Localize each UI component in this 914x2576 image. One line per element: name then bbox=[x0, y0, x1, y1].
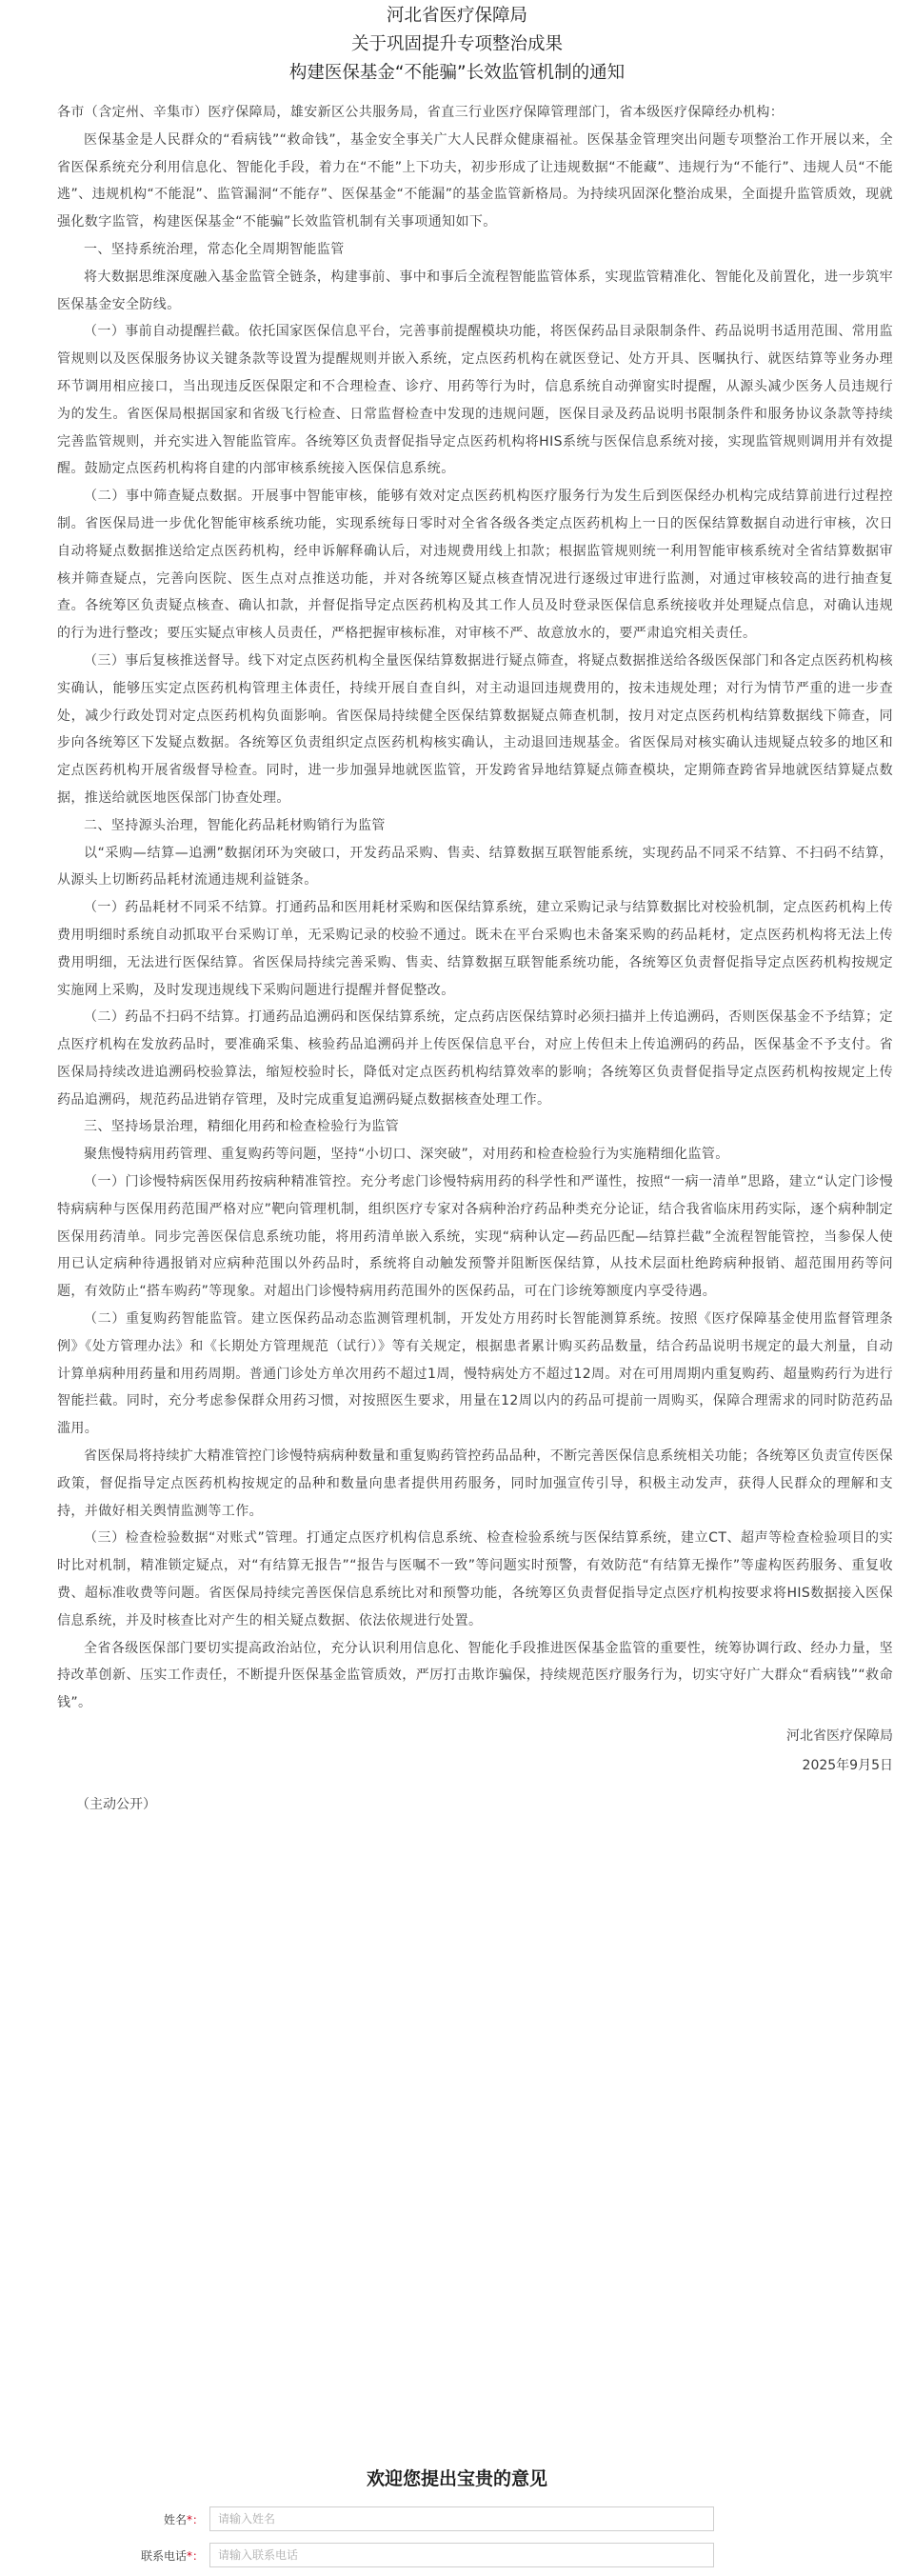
closing-paragraph: 全省各级医保部门要切实提高政治站位，充分认识利用信息化、智能化手段推进医保基金监管的重要性，统筹协调行政、经办力量，坚持改革创新、压实工作责任，不断提升医保基金监管质效，严厉打击欺诈骗保，持续规范医疗服务行为，切实守好广大群众“看病钱”“救命钱”。 bbox=[57, 1640, 893, 1711]
phone-row bbox=[0, 2543, 914, 2567]
phone-label bbox=[0, 2547, 209, 2564]
signature-org: 河北省医疗保障局 bbox=[786, 1728, 893, 1745]
salutation: 各市（含定州、辛集市）医疗保障局，雄安新区公共服务局，省直三行业医疗保障管理部门，省本级医疗保障经办机构： bbox=[57, 105, 785, 120]
title-line-2: 构建医保基金“不能骗”长效监管机制的通知 bbox=[288, 63, 626, 83]
section-heading-1: 一、坚持系统治理，常态化全周期智能监管 bbox=[84, 241, 345, 257]
name-label-text: 姓名 bbox=[163, 2512, 187, 2526]
paragraph: （三）事后复核推送督导。线下对定点医药机构全量医保结算数据进行疑点筛查，将疑点数据推送给各级医保部门和各定点医药机构核实确认，能够压实定点医药机构管理主体责任，持续开展自查自纠，对主动退回违规费用的，按未违规处理；对行为情节严重的进一步查处，减少行政处罚对定点医药机构负面影响。省医保局持续健全医保结算数据疑点筛查机制，按月对定点医药机构结算数据线下筛查，同步向各统筹区下发疑点数据。各统筹区负责组织定点医药机构核实确认，主动退回违规基金。省医保局对核实确认违规疑点较多的地区和定点医药机构开展省级督导检查。同时，进一步加强异地就医监管，开发跨省异地结算疑点筛查模块，定期筛查跨省异地就医结算疑点数据，推送给就医地医保部门协查处理。 bbox=[57, 652, 893, 806]
paragraph: （一）门诊慢特病医保用药按病种精准管控。充分考虑门诊慢特病用药的科学性和严谨性，按照“一病一清单”思路，建立“认定门诊慢特病病种与医保用药范围严格对应”靶向管理机制，组织医疗专家对各病种治疗药品种类充分论证，结合我省临床用药实际，逐个病种制定医保用药清单。同步完善医保信息系统功能，将用药清单嵌入系统，实现“病种认定—药品匹配—结算拦截”全流程智能管控，当参保人使用已认定病种待遇报销对应病种范围以外药品时，系统将自动触发预警并阻断医保结算，从技术层面杜绝跨病种报销、超范围用药等问题，有效防止“搭车购药”等现象。对超出门诊慢特病用药范围外的医保药品，可在门诊统筹额度内享受待遇。 bbox=[57, 1174, 893, 1300]
section-heading-2: 二、坚持源头治理，智能化药品耗材购销行为监管 bbox=[84, 817, 386, 833]
paragraph: （三）检查检验数据“对账式”管理。打通定点医疗机构信息系统、检查检验系统与医保结算系统，建立CT、超声等检查检验项目的实时比对机制，精准锁定疑点，对“有结算无报告”“报告与医嘱不一致”等问题实时预警，有效防范“有结算无操作”等虚构医药服务、重复收费、超标准收费等问题。省医保局持续完善医保信息系统比对和预警功能，各统筹区负责督促指导定点医疗机构按要求将HIS数据接入医保信息系统，并及时核查比对产生的相关疑点数据、依法依规进行处置。 bbox=[57, 1530, 893, 1628]
phone-input[interactable] bbox=[209, 2543, 714, 2567]
feedback-title: 欢迎您提出宝贵的意见 bbox=[366, 2468, 547, 2489]
paragraph: （一）事前自动提醒拦截。依托国家医保信息平台，完善事前提醒模块功能，将医保药品目录限制条件、药品说明书适用范围、常用监管规则以及医保服务协议关键条款等设置为提醒规则并嵌入系统，定点医药机构在就医登记、处方开具、医嘱执行、就医结算等业务办理环节调用相应接口，当出现违反医保限定和不合理检查、诊疗、用药等行为时，信息系统自动弹窗实时提醒，从源头减少医务人员违规行为的发生。省医保局根据国家和省级飞行检查、日常监督检查中发现的违规问题，医保目录及药品说明书限制条件和服务协议条款等持续完善监管规则，并充实进入智能监管库。各统筹区负责督促指导定点医药机构将HIS系统与医保信息系统对接，实现监管规则调用并有效提醒。鼓励定点医药机构将自建的内部审核系统接入医保信息系统。 bbox=[57, 324, 893, 477]
paragraph: 省医保局将持续扩大精准管控门诊慢特病病种数量和重复购药管控药品品种，不断完善医保信息系统相关功能；各统筹区负责宣传医保政策，督促指导定点医药机构按规定的品种和数量向患者提供用药服务，同时加强宣传引导，积极主动发声，获得人民群众的理解和支持，并做好相关舆情监测等工作。 bbox=[57, 1448, 893, 1519]
signature-date: 2025年9月5日 bbox=[802, 1757, 893, 1773]
paragraph: （一）药品耗材不同采不结算。打通药品和医用耗材采购和医保结算系统，建立采购记录与结算数据比对校验机制，定点医药机构上传费用明细时系统自动抓取平台采购订单，无采购记录的校验不通过。既未在平台采购也未备案采购的药品耗材，定点医药机构将无法上传费用明细，无法进行医保结算。省医保局持续完善采购、售卖、结算数据互联智能系统功能，各统筹区负责督促指导定点医药机构按规定实施网上采购，及时发现违规线下采购问题进行提醒并督促整改。 bbox=[57, 900, 893, 998]
phone-label-text: 联系电话 bbox=[140, 2548, 187, 2563]
name-label bbox=[0, 2511, 209, 2527]
name-input[interactable] bbox=[209, 2506, 714, 2531]
paragraph: 医保基金是人民群众的“看病钱”“救命钱”，基金安全事关广大人民群众健康福祉。医保基金管理突出问题专项整治工作开展以来，全省医保系统充分利用信息化、智能化手段，着力在“不能”上下功夫，初步形成了让违规数据“不能藏”、违规行为“不能行”、违规人员“不能逃”、违规机构“不能混”、监管漏洞“不能存”、医保基金“不能漏”的基金监管新格局。为持续巩固深化整治成果，全面提升监管质效，现就强化数字监管，构建医保基金“不能骗”长效监管机制有关事项通知如下。 bbox=[57, 131, 893, 230]
paragraph: 将大数据思维深度融入基金监管全链条，构建事前、事中和事后全流程智能监管体系，实现监管精准化、智能化及前置化，进一步筑牢医保基金安全防线。 bbox=[57, 269, 893, 312]
required-mark: *： bbox=[186, 2512, 204, 2526]
disclosure-tag: （主动公开） bbox=[76, 1796, 156, 1812]
required-mark: *： bbox=[186, 2548, 204, 2563]
notice-body bbox=[57, 127, 893, 1717]
paragraph: （二）药品不扫码不结算。打通药品追溯码和医保结算系统，定点药店医保结算时必须扫描并上传追溯码，否则医保基金不予结算；定点医疗机构在发放药品时，要准确采集、核验药品追溯码并上传医保信息平台，对应上传但未上传追溯码的药品，医保基金不予支付。省医保局持续改进追溯码校验算法，缩短校验时长，降低对定点医药机构结算效率的影响；各统筹区负责督促指导定点医药机构按规定上传药品追溯码，规范药品进销存管理，及时完成重复追溯码疑点数据核查处理工作。 bbox=[57, 1009, 893, 1108]
paragraph: 以“采购—结算—追溯”数据闭环为突破口，开发药品采购、售卖、结算数据互联智能系统，实现药品不同采不结算、不扫码不结算，从源头上切断药品耗材流通违规利益链条。 bbox=[57, 845, 893, 889]
paragraph: 聚焦慢特病用药管理、重复购药等问题，坚持“小切口、深突破”，对用药和检查检验行为实施精细化监管。 bbox=[84, 1147, 729, 1163]
feedback-form bbox=[0, 2465, 914, 2567]
section-heading-3: 三、坚持场景治理，精细化用药和检查检验行为监管 bbox=[84, 1119, 400, 1135]
title-line-1: 关于巩固提升专项整治成果 bbox=[350, 34, 563, 54]
name-row bbox=[0, 2506, 914, 2531]
paragraph: （二）事中筛查疑点数据。开展事中智能审核，能够有效对定点医药机构医疗服务行为发生后到医保经办机构完成结算前进行过程控制。省医保局进一步优化智能审核系统功能，实现系统每日零时对全省各级各类定点医药机构上一日的医保结算数据自动进行审核，次日自动将疑点数据推送给定点医药机构，经申诉解释确认后，对违规费用线上扣款；根据监管规则统一利用智能审核系统对全省结算数据审核并筛查疑点，完善向医院、医生点对点推送功能，并对各统筹区疑点核查情况进行逐级过审进行监测，对通过审核较高的进行抽查复查。各统筹区负责疑点核查、确认扣款，并督促指导定点医药机构及其工作人员及时登录医保信息系统接收并处理疑点信息，对确认违规的行为进行整改；要压实疑点审核人员责任，严格把握审核标准，对审核不严、故意放水的，要严肃追究相关责任。 bbox=[57, 489, 893, 642]
issuing-org: 河北省医疗保障局 bbox=[386, 6, 527, 26]
paragraph: （二）重复购药智能监管。建立医保药品动态监测管理机制，开发处方用药时长智能测算系统。按照《医疗保障基金使用监督管理条例》《处方管理办法》和《长期处方管理规范（试行）》等有关规定，根据患者累计购买药品数量，结合药品说明书规定的最大剂量，自动计算单病种用药量和用药周期。普通门诊处方单次用药不超过1周，慢特病处方不超过12周。对在可用周期内重复购药、超量购药行为进行智能拦截。同时，充分考虑参保群众用药习惯，对按照医生要求，用量在12周以内的药品可提前一周购买，保障合理需求的同时防范药品滥用。 bbox=[57, 1311, 893, 1437]
